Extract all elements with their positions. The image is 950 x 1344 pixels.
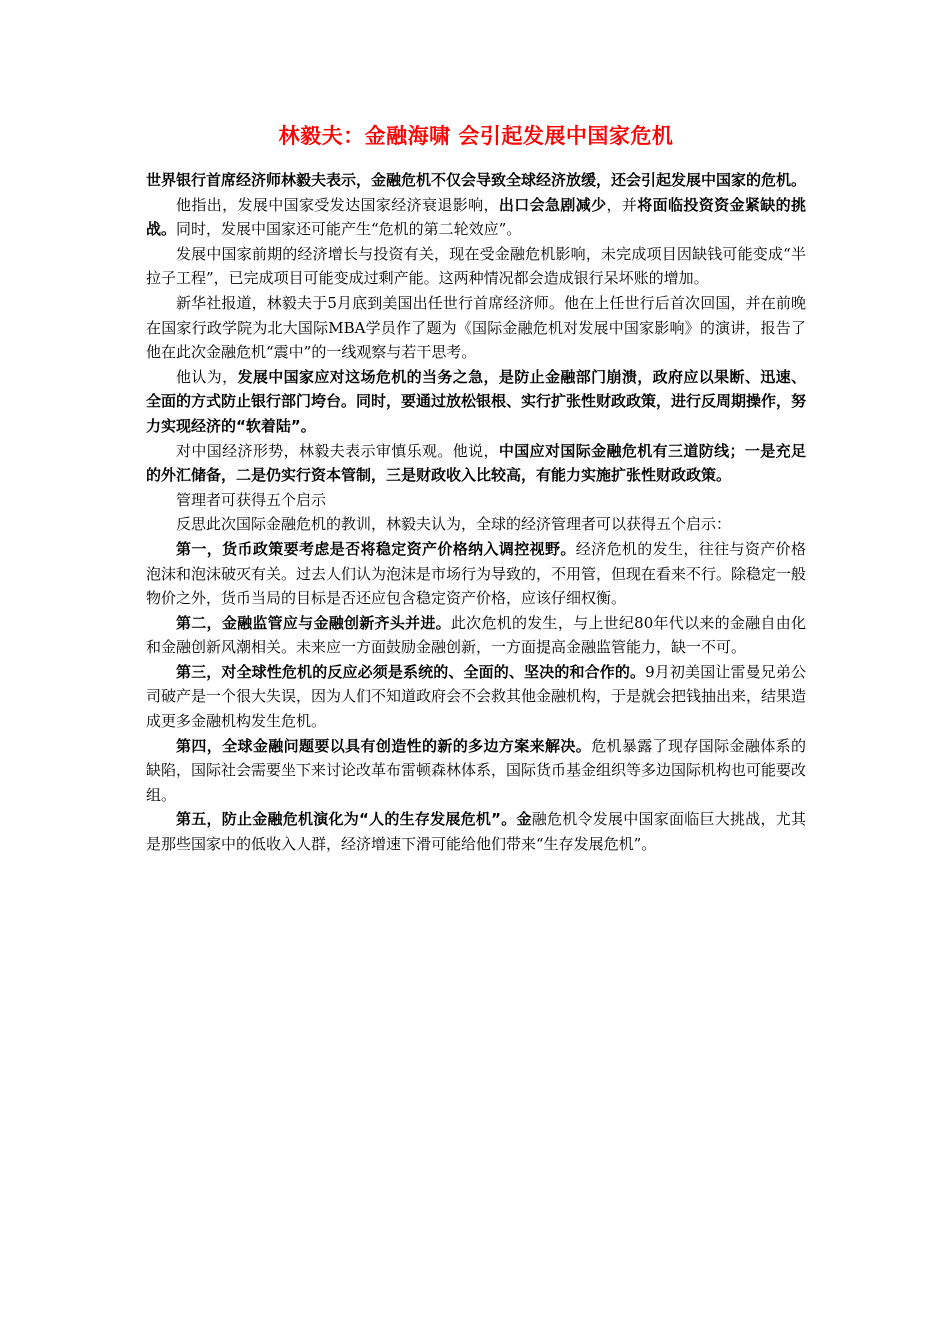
bold-text: 第一，货币政策要考虑是否将稳定资产价格纳入调控视野。 <box>176 539 576 558</box>
text: ，并 <box>606 195 638 214</box>
paragraph-lesson-3 <box>146 660 806 734</box>
bold-text: 世界银行首席经济师林毅夫表示，金融危机不仅会导致全球经济放缓，还会引起发展中国家的危机。 <box>146 171 807 189</box>
text: 他指出，发展中国家受发达国家经济衰退影响， <box>176 195 499 214</box>
paragraph-lessons-intro <box>146 512 806 537</box>
paragraph-lesson-4 <box>146 734 806 808</box>
text: 反思此次国际金融危机的教训，林毅夫认为，全球的经济管理者可以获得五个启示： <box>176 515 732 534</box>
bold-text: 出口会急剧减少 <box>498 195 607 214</box>
paragraph-china-defense <box>146 439 806 488</box>
text: 此次危机的发生，与上世纪80年代以来的金融自由化和金融创新风潮相关。未来应一方面鼓励金融创新，一方面提高金融监管能力，缺一不可。 <box>146 613 806 657</box>
bold-text: 将面临投资资金紧缺的挑战。 <box>146 195 806 239</box>
paragraph-xinhua <box>146 291 806 365</box>
paragraph-lesson-1 <box>146 537 806 611</box>
paragraph-lesson-2 <box>146 611 806 660</box>
text: 经济危机的发生，往往与资产价格泡沫和泡沫破灭有关。过去人们认为泡沫是市场行为导致的，不用管，但现在看来不行。除稳定一般物价之外，货币当局的目标是否还应包含稳定资产价格，应该仔细权衡。 <box>146 539 807 608</box>
paragraph-export <box>146 193 806 242</box>
text: 他认为， <box>176 367 238 386</box>
text: 新华社报道，林毅夫于5月底到美国出任世行首席经济师。他在上任世行后首次回国，并在前晚在国家行政学院为北大国际MBA学员作了题为《国际金融危机对发展中国家影响》的演讲，报告了他在此次金融危机“震中”的一线观察与若干思考。 <box>146 293 806 362</box>
article-title: 林毅夫：金融海啸 会引起发展中国家危机 <box>278 124 674 148</box>
bold-text: 第三，对全球性危机的反应必须是系统的、全面的、坚决的和合作的。 <box>176 662 646 681</box>
section-heading <box>146 488 806 513</box>
paragraph-intro <box>146 168 806 193</box>
text: 危机暴露了现存国际金融体系的缺陷，国际社会需要坐下来讨论改革布雷顿森林体系，国际货币基金组织等多边国际机构也可能要改组。 <box>146 736 807 804</box>
text: 发展中国家前期的经济增长与投资有关，现在受金融危机影响，未完成项目因缺钱可能变成“半拉子工程”，已完成项目可能变成过剩产能。这两种情况都会造成银行呆坏账的增加。 <box>146 244 806 288</box>
text: 管理者可获得五个启示 <box>176 490 327 509</box>
bold-text: 发展中国家应对这场危机的当务之急，是防止金融部门崩溃，政府应以果断、迅速、全面的方式防止银行部门垮台。同时，要通过放松银根、实行扩张性财政政策，进行反周期操作，努力实现经济的“软着陆”。 <box>146 367 807 435</box>
bold-text: 第五，防止金融危机演化为“人的生存发展危机”。金 <box>176 810 532 829</box>
bold-text: 中国应对国际金融危机有三道防线；一是充足的外汇储备，二是仍实行资本管制，三是财政收入比较高，有能力实施扩张性财政政策。 <box>146 441 806 485</box>
text: 对中国经济形势，林毅夫表示审慎乐观。他说， <box>176 441 499 460</box>
text: 融危机令发展中国家面临巨大挑战，尤其是那些国家中的低收入人群，经济增速下滑可能给他们带来“生存发展危机”。 <box>146 810 806 854</box>
text: 同时，发展中国家还可能产生“危机的第二轮效应”。 <box>176 220 522 239</box>
paragraph-urgent <box>146 365 806 439</box>
paragraph-lesson-5 <box>146 807 806 856</box>
text: 9月初美国让雷曼兄弟公司破产是一个很大失误，因为人们不知道政府会不会救其他金融机构，于是就会把钱抽出来，结果造成更多金融机构发生危机。 <box>146 662 807 731</box>
bold-text: 第二，金融监管应与金融创新齐头并进。 <box>176 613 451 632</box>
paragraph-investment <box>146 242 806 291</box>
article <box>146 118 806 857</box>
bold-text: 第四，全球金融问题要以具有创造性的新的多边方案来解决。 <box>176 736 592 755</box>
